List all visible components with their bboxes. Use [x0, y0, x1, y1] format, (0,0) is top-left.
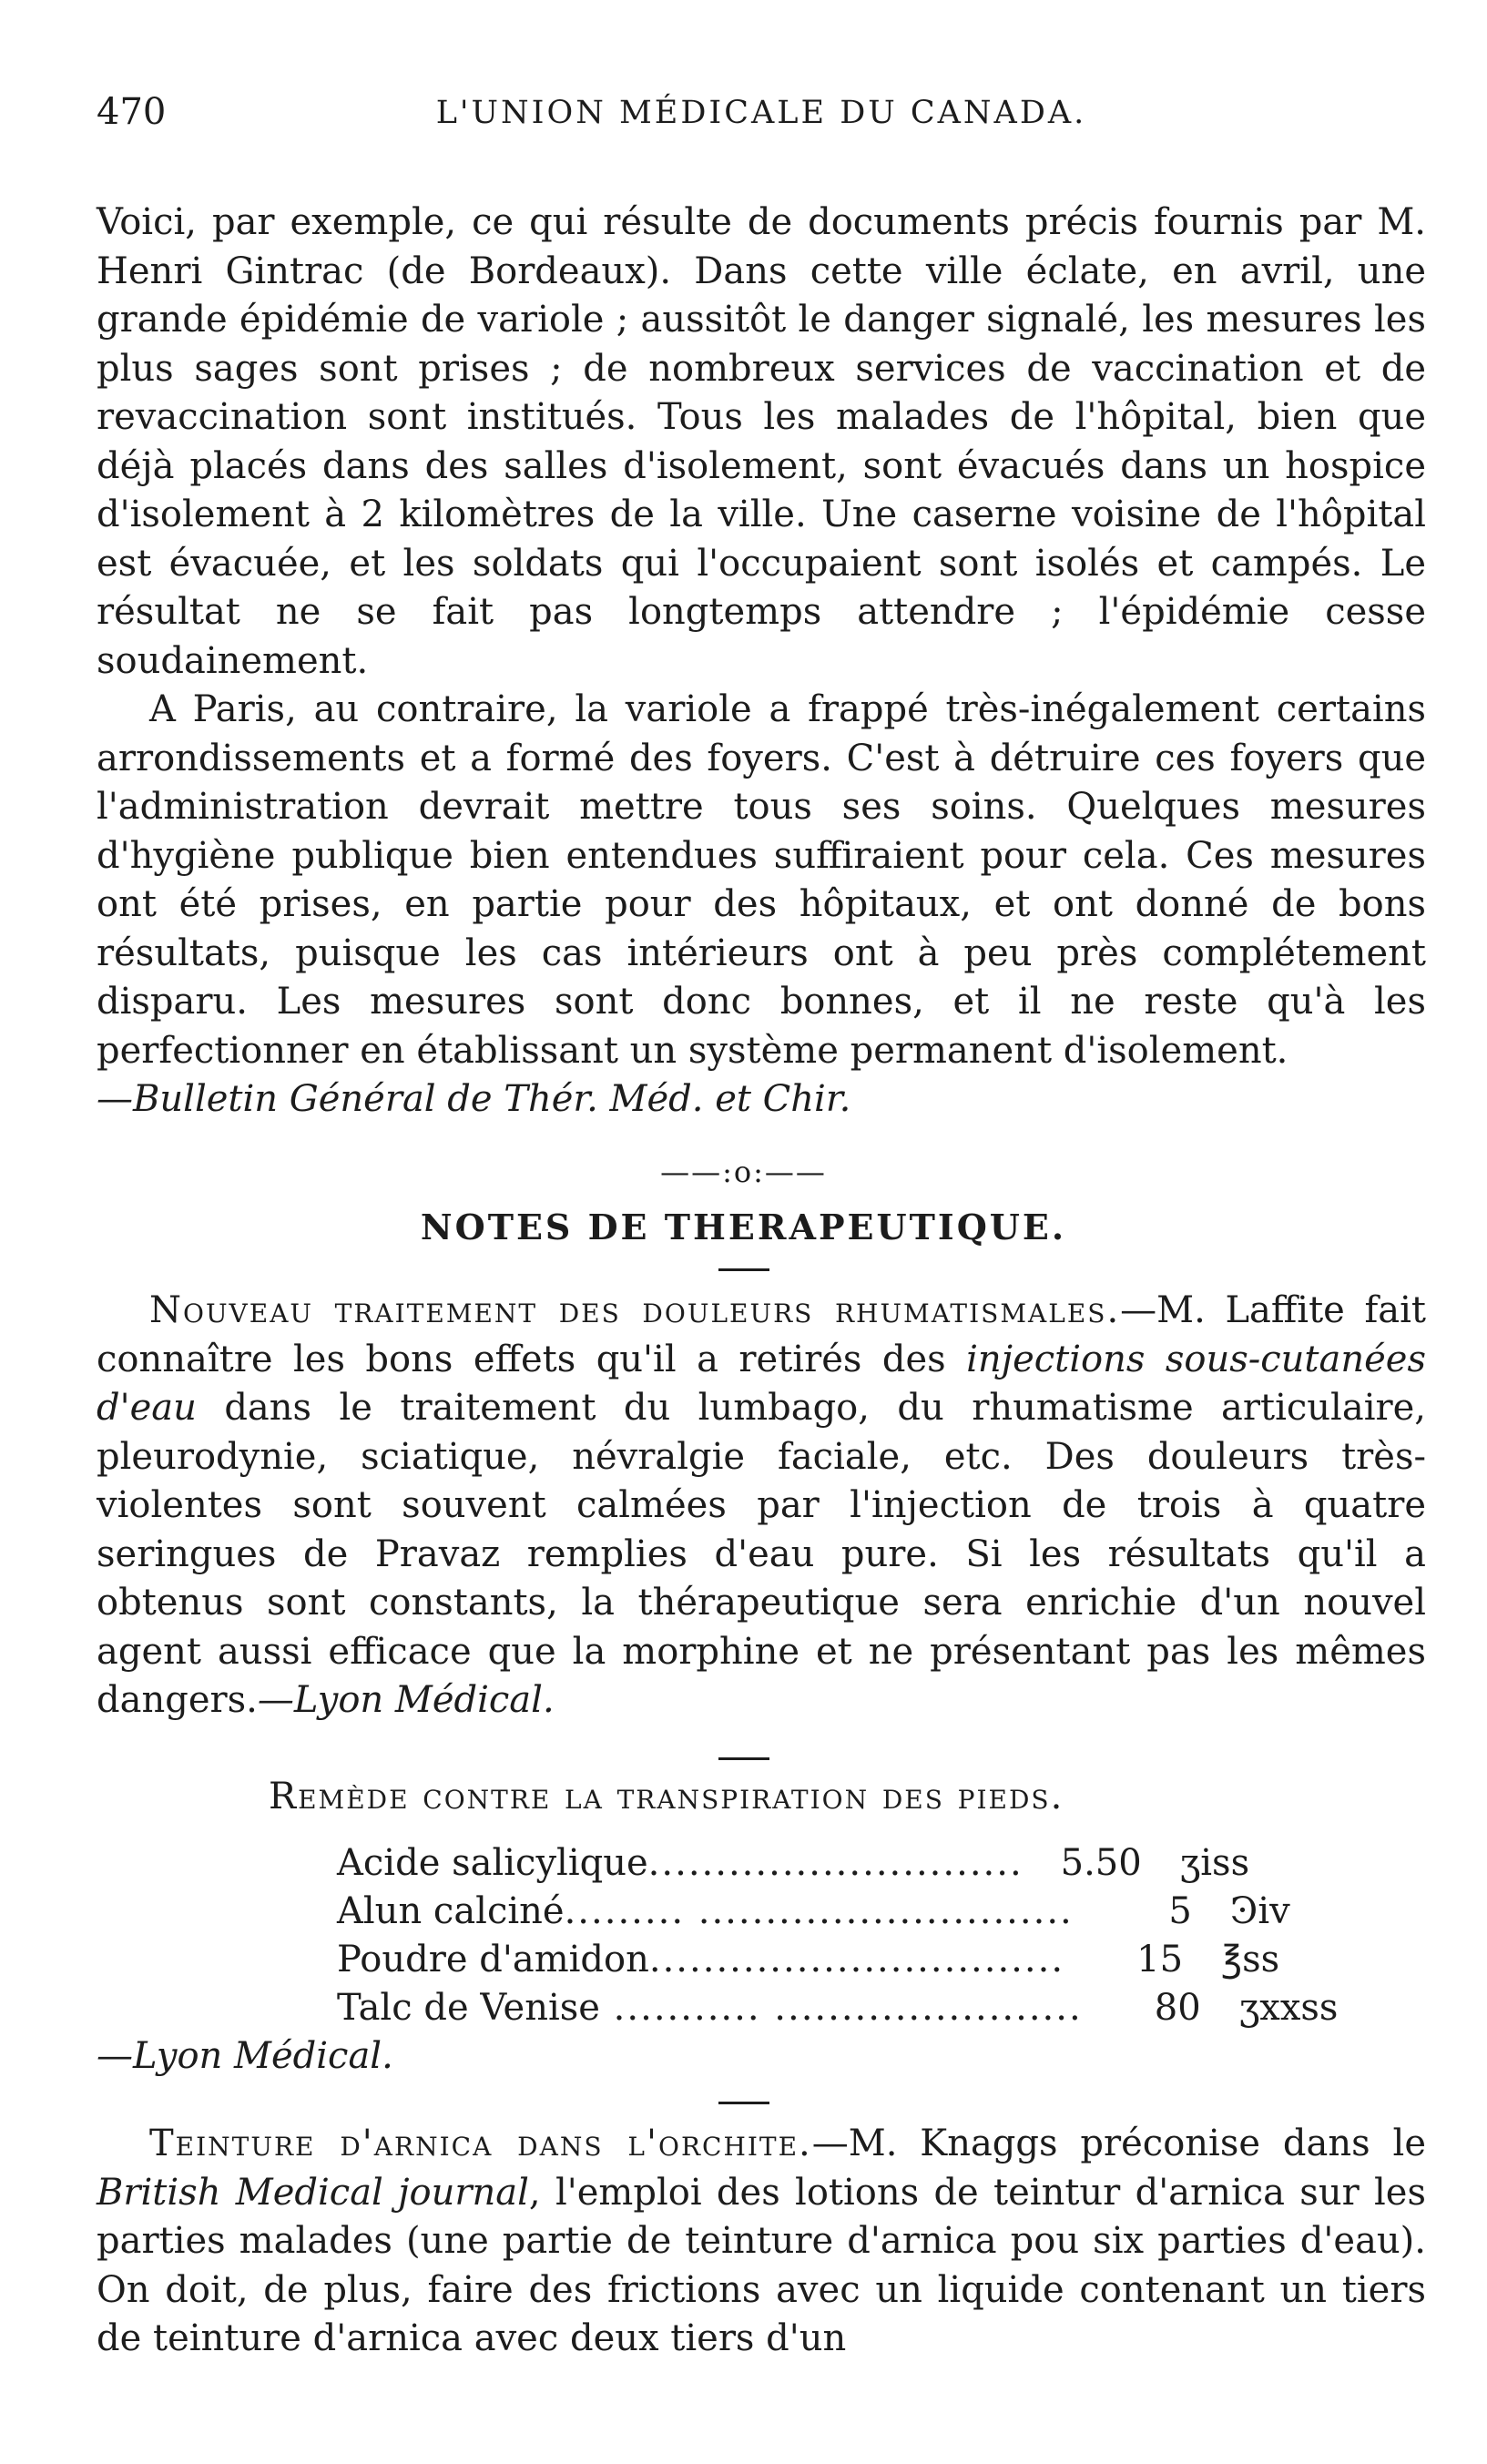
ingredient-name: Acide salicylique	[337, 1842, 648, 1884]
ingredient-quantity: 5	[1168, 1890, 1192, 1932]
recipe-source: —Lyon Médical.	[97, 2035, 393, 2077]
article-arnica-journal: British Medical journal	[97, 2171, 529, 2214]
article-rheumatism-emphasis: injections sous-cutanées d'eau	[97, 1338, 1426, 1429]
ingredient-quantity: 5.50	[1060, 1842, 1142, 1884]
article-arnica-title: Teinture d'arnica dans l'orchite.	[149, 2123, 812, 2164]
title-rule	[718, 1268, 769, 1271]
article-rheumatism-source: —Lyon Médical.	[257, 1679, 555, 1721]
running-title: L'UNION MÉDICALE DU CANADA.	[435, 95, 1087, 131]
ingredient-unit: ʒiss	[1179, 1842, 1250, 1884]
article-arnica	[97, 2120, 1426, 2364]
recipe-row: Acide salicylique............................ 5.50 ʒiss	[337, 1839, 1384, 1888]
intro-paragraph-2: A Paris, au contraire, la variole a frappé très-inégalement certains arrondissements et a formé des foyers. C'est à détruire ces foyers que l'administration devrait mettre tous ses soins. Quelques mesures d'hygiène publique bien entendues suffiraient pour cela. Ces mesures ont été prises, en partie pour des hôpitaux, et ont donné de bons résultats, puisque les cas intérieurs ont à peu près complétement disparu. Les mesures sont donc bonnes, et il ne reste qu'à les perfectionner en établissant un système permanent d'isolement.	[97, 688, 1426, 1072]
article-arnica-body: Teinture d'arnica dans l'orchite.—M. Knaggs préconise dans le British Medical journal, l'emploi des lotions de teintur d'arnica sur les parties malades (une partie de teinture d'arnica pou six parties d'eau). On doit, de plus, faire des frictions avec un liquide contenant un tiers de teinture d'arnica avec deux tiers d'un	[97, 2123, 1426, 2359]
ingredient-unit: ʒxxss	[1238, 1987, 1339, 2029]
article-rheumatism	[97, 1287, 1426, 1726]
section-title: NOTES DE THERAPEUTIQUE.	[420, 1207, 1067, 1247]
ingredient-name: Talc de Venise	[337, 1987, 600, 2029]
page-number: 470	[97, 91, 167, 133]
recipe-row: Talc de Venise ........... ....................... 80 ʒxxss	[337, 1984, 1384, 2032]
article-rheumatism-body: Nouveau traitement des douleurs rhumatismales.—M. Laffite fait connaître les bons effets qu'il a retirés des injections sous-cutanées d'eau dans le traitement du lumbago, du rhumatisme articulaire, pleurodynie, sciatique, névralgie faciale, etc. Des douleurs très-violentes sont souvent calmées par l'injection de trois à quatre seringues de Pravaz remplies d'eau pure. Si les résultats qu'il a obtenus sont constants, la thérapeutique sera enrichie d'un nouvel agent aussi efficace que la morphine et ne présentant pas les mêmes dangers.—Lyon Médical.	[97, 1289, 1426, 1721]
intro-text	[97, 199, 1426, 1125]
recipe-row: Alun calciné......... ............................ 5 Ͽiv	[337, 1888, 1384, 1936]
recipe-row: Poudre d'amidon............................... 15 ℥ss	[337, 1936, 1384, 1984]
article-separator-1	[718, 1757, 769, 1760]
recipe-table	[337, 1839, 1384, 2032]
ingredient-quantity: 15	[1136, 1939, 1184, 1980]
intro-paragraph-1: Voici, par exemple, ce qui résulte de documents précis fournis par M. Henri Gintrac (de Bordeaux). Dans cette ville éclate, en avril, une grande épidémie de variole ; aussitôt le danger signalé, les mesures les plus sages sont prises ; de nombreux services de vaccination et de revaccination sont institués. Tous les malades de l'hôpital, bien que déjà placés dans des salles d'isolement, sont évacués dans un hospice d'isolement à 2 kilomètres de la ville. Une caserne voisine de l'hôpital est évacuée, et les soldats qui l'occupaient sont isolés et campés. Le résultat ne se fait pas longtemps attendre ; l'épidémie cesse soudainement.	[97, 201, 1426, 682]
ingredient-unit: ℥ss	[1221, 1939, 1280, 1980]
ingredient-name: Poudre d'amidon	[337, 1939, 649, 1980]
ingredient-name: Alun calciné	[337, 1890, 565, 1932]
article-separator-2	[718, 2102, 769, 2104]
recipe-title: Remède contre la transpiration des pieds.	[269, 1776, 1064, 1817]
ingredient-unit: Ͽiv	[1229, 1890, 1290, 1932]
intro-source: —Bulletin Général de Thér. Méd. et Chir.	[97, 1078, 851, 1120]
section-divider: ——:o:——	[660, 1155, 827, 1189]
page-header	[97, 91, 1426, 146]
ingredient-quantity: 80	[1154, 1987, 1201, 2029]
article-rheumatism-title: Nouveau traitement des douleurs rhumatismales.	[149, 1289, 1121, 1331]
